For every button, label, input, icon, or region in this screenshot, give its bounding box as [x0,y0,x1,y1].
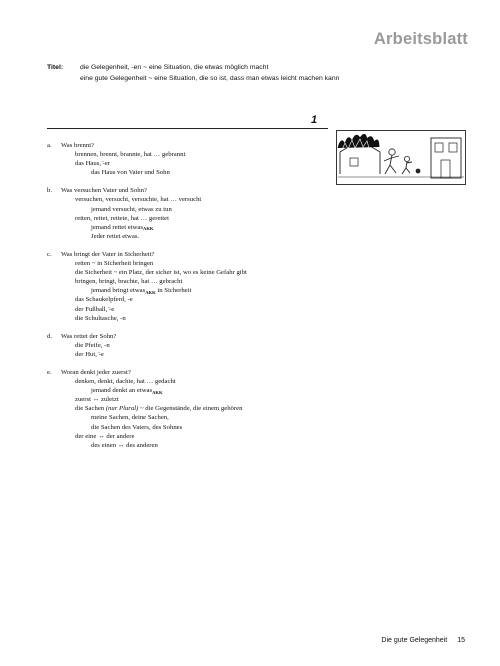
question-d [47,332,347,341]
question-e [47,368,347,377]
section-e [47,368,347,450]
case-subscript: AKK [143,226,154,232]
question-text: Was bringt der Vater in Sicherheit? [61,250,155,258]
question-c [47,250,347,259]
section-divider [47,128,328,129]
vocab-text: jemand rettet etwas [91,223,143,231]
vocab-text: jemand denkt an etwas [91,387,153,395]
vocab-line: retten, rettet, rettete, hat … gerettet [75,214,169,222]
vocab-line: der eine ↔ der andere [75,432,135,440]
section-number: 1 [311,114,318,126]
question-a [47,141,347,150]
vocab-line: bringen, bringt, brachte, hat … gebracht [75,278,183,286]
titel-definitions [80,63,339,84]
page-title: Arbeitsblatt [373,30,468,48]
vocab-line: des einen ↔ des anderen [91,441,158,449]
section-b [47,186,347,241]
question-letter: b. [47,187,53,195]
vocab-line [47,404,347,413]
vocab-line: das Haus von Vater und Sohn [91,169,170,177]
vocab-line [47,386,347,395]
vocab-text: in Sicherheit [155,287,192,295]
vocab-line: die Sicherheit ~ ein Platz, der sicher ist, wo es keine Gefahr gibt [75,269,247,277]
question-letter: e. [47,368,52,376]
vocab-line: die Sachen des Vaters, des Sohnes [91,423,183,431]
vocab-line: die Schultasche, -n [75,314,126,322]
page-number: 15 [457,637,465,644]
vocab-line [47,286,347,295]
vocab-line: retten ~ in Sicherheit bringen [75,260,154,268]
question-text: Woran denkt jeder zuerst? [61,368,131,376]
plural-note: (nur Plural) [105,405,139,413]
vocab-line: das Schaukelpferd, -e [75,296,133,304]
vocab-line: zuerst ↔ zuletzt [75,396,119,404]
section-a [47,141,347,177]
case-subscript: AKK [145,289,156,295]
question-text: Was rettet der Sohn? [61,332,117,340]
question-letter: a. [47,142,52,149]
vocab-text: jemand bringt etwas [91,287,146,295]
titel-label: Titel: [47,64,64,71]
footer-title: Die gute Gelegenheit [381,637,448,644]
question-text: Was versuchen Vater und Sohn? [61,187,147,195]
titel-line: die Gelegenheit, -en ~ eine Situation, die etwas möglich macht [80,64,269,71]
section-d [47,332,347,359]
vocab-line [47,223,347,232]
case-subscript: AKK [152,389,163,395]
vocab-text: ~ die Gegenstände, die einem gehören [138,405,243,413]
vocab-line: der Hut, ̈-e [75,350,104,358]
vocab-line: Jeder rettet etwas. [91,232,140,240]
titel-line: eine gute Gelegenheit ~ eine Situation, die so ist, dass man etwas leicht machen kann [80,74,340,82]
vocab-line: brennen, brennt, brannte, hat … gebrannt [75,151,186,159]
vocab-line: die Pfeife, -n [75,341,110,349]
question-letter: c. [47,250,52,258]
vocab-line: jemand versucht, etwas zu tun [91,205,172,213]
section-c [47,250,347,323]
vocab-line: versuchen, versucht, versuchte, hat … versucht [75,196,202,204]
question-text: Was brennt? [61,142,95,149]
vocab-line: meine Sachen, deine Sachen, [91,414,169,422]
vocab-line: der Fußball, ̈-e [75,305,115,313]
question-letter: d. [47,332,53,340]
vocab-line: das Haus, ̈-er [75,160,111,168]
question-b [47,186,347,195]
exercise-content [47,141,347,459]
fire-scene-drawing-icon [336,130,466,190]
vocab-text: die Sachen [75,405,106,413]
illustration-svg [336,130,466,185]
vocab-line: denken, denkt, dachte, hat … gedacht [75,378,176,386]
page-footer [381,637,465,644]
